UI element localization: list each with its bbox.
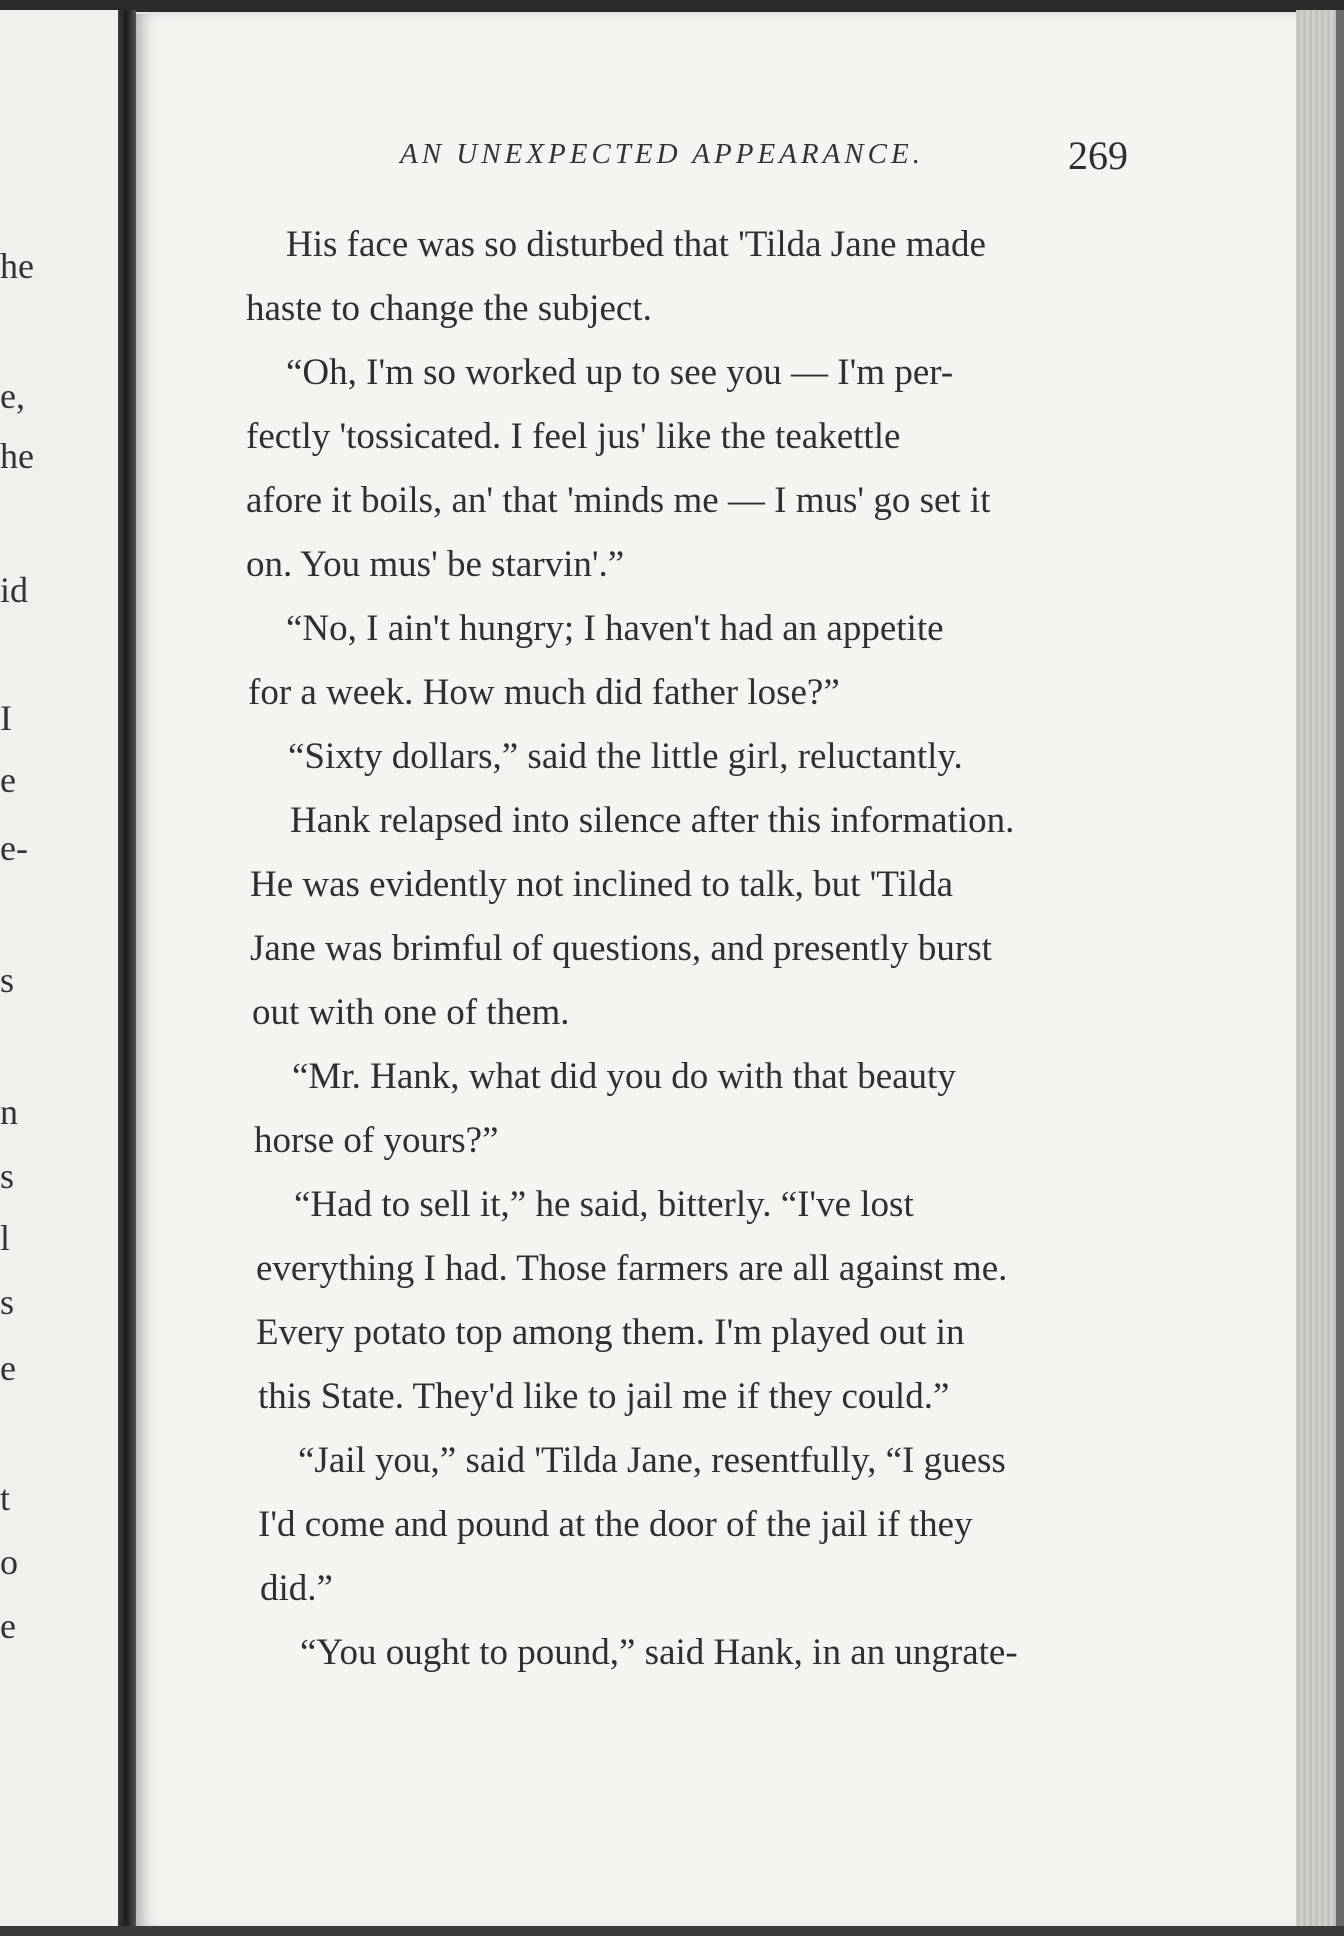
page-number: 269 <box>1068 133 1128 178</box>
text-line: “Had to sell it,” he said, bitterly. “I've lost <box>294 1184 914 1225</box>
left-page-fragment: s <box>0 960 15 1000</box>
left-page-fragment: o <box>0 1542 18 1582</box>
scan-top-edge <box>0 0 1344 12</box>
text-line: Hank relapsed into silence after this information. <box>290 800 1015 841</box>
text-line: this State. They'd like to jail me if they could.” <box>258 1376 950 1417</box>
left-page-fragment: e, <box>0 376 25 416</box>
left-page-fragment: t <box>0 1478 11 1518</box>
left-page-fragment: s <box>0 1156 15 1196</box>
text-line: haste to change the subject. <box>246 288 652 329</box>
left-page-fragment: he <box>0 246 34 286</box>
left-page-fragment: n <box>0 1092 18 1132</box>
text-line: on. You mus' be starvin'.” <box>246 544 625 585</box>
left-facing-page <box>0 10 120 1926</box>
left-page-fragment: e <box>0 1606 16 1646</box>
text-line: did.” <box>260 1568 333 1609</box>
text-line: I'd come and pound at the door of the jail if they <box>258 1504 973 1545</box>
scan-right-edge <box>1336 10 1344 1926</box>
text-line: afore it boils, an' that 'minds me — I mus' go set it <box>246 480 991 521</box>
left-page-fragment: id <box>0 570 29 610</box>
text-line: Every potato top among them. I'm played out in <box>256 1312 965 1353</box>
left-page-fragment: e <box>0 760 16 800</box>
text-line: “No, I ain't hungry; I haven't had an appetite <box>286 608 944 649</box>
left-page-fragment: e <box>0 1348 16 1388</box>
running-head: AN UNEXPECTED APPEARANCE. <box>400 138 924 170</box>
text-line: Jane was brimful of questions, and presently burst <box>250 928 992 969</box>
book-gutter <box>118 10 136 1926</box>
text-line: “Mr. Hank, what did you do with that beauty <box>292 1056 956 1097</box>
left-page-fragment: he <box>0 436 34 476</box>
text-line: horse of yours?” <box>254 1120 499 1161</box>
text-line: fectly 'tossicated. I feel jus' like the teakettle <box>246 416 901 457</box>
text-line: “Jail you,” said 'Tilda Jane, resentfully, “I guess <box>298 1440 1006 1481</box>
left-page-fragment: e- <box>0 828 28 868</box>
text-line: He was evidently not inclined to talk, but 'Tilda <box>250 864 954 905</box>
text-line: everything I had. Those farmers are all against me. <box>256 1248 1008 1289</box>
scan-bottom-edge <box>0 1926 1344 1936</box>
text-line: for a week. How much did father lose?” <box>248 672 840 713</box>
text-line: His face was so disturbed that 'Tilda Jane made <box>286 224 986 265</box>
left-page-fragment: l <box>0 1218 11 1258</box>
text-line: “Oh, I'm so worked up to see you — I'm per- <box>286 352 954 393</box>
left-page-fragment: I <box>0 698 12 738</box>
text-line: “Sixty dollars,” said the little girl, reluctantly. <box>288 736 963 777</box>
left-page-fragment: s <box>0 1282 15 1322</box>
text-line: “You ought to pound,” said Hank, in an ungrate- <box>300 1632 1018 1673</box>
text-line: out with one of them. <box>252 992 570 1033</box>
